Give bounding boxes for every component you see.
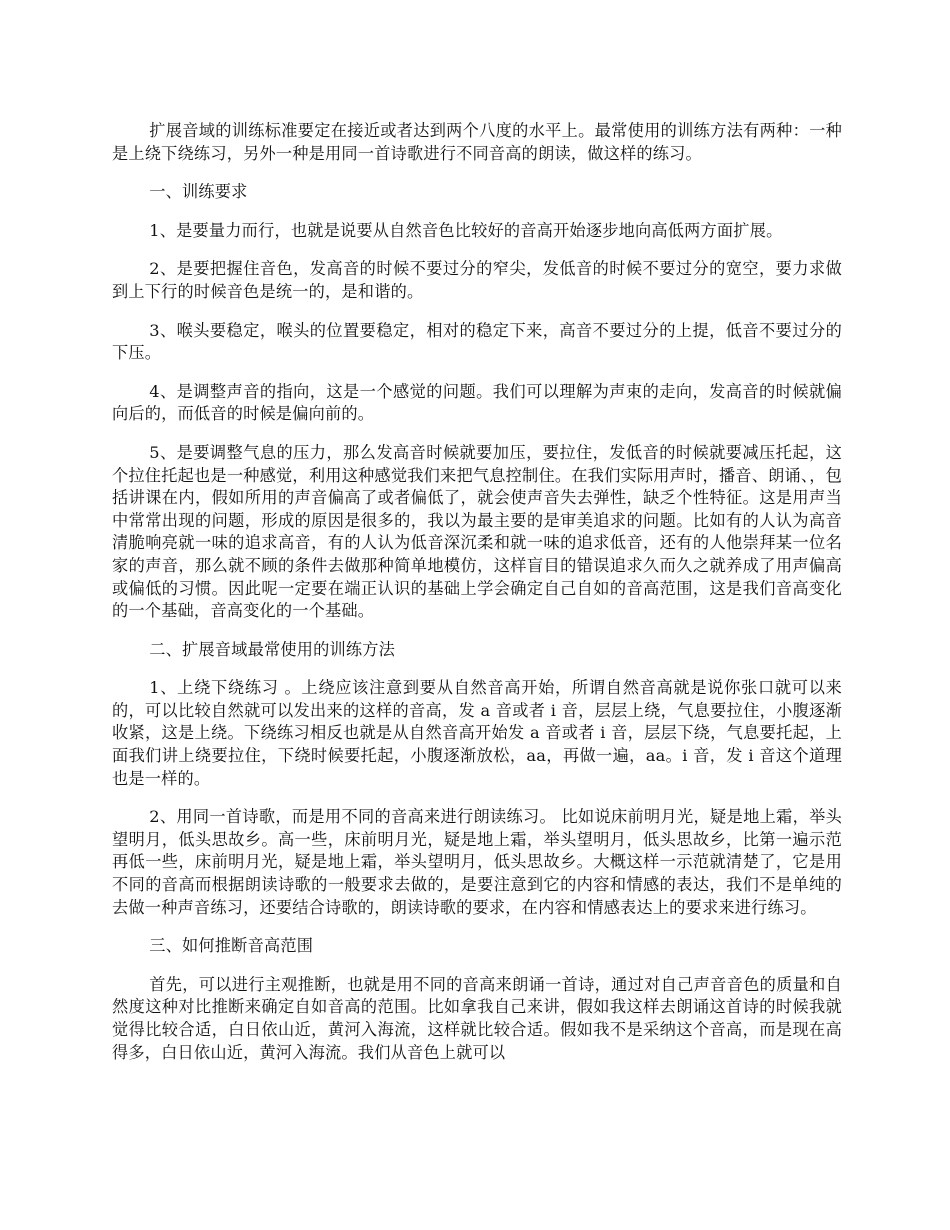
method-2-paragraph: 2、用同一首诗歌，而是用不同的音高来进行朗读练习。 比如说床前明月光，疑是地上霜，举头望明月，低头思故乡。高一些，床前明月光，疑是地上霜，举头望明月，低头思故乡，比第一遍示范再低一些，床前明月光，疑是地上霜，举头望明月，低头思故乡。大概这样一示范就清楚了，它是用不同的音高而根据朗读诗歌的一般要求去做的，是要注意到它的内容和情感的表达，我们不是单纯的去做一种声音练习，还要结合诗歌的，朗读诗歌的要求，在内容和情感表达上的要求来进行练习。 — [112, 807, 842, 917]
section-heading-pitch-range: 三、如何推断音高范围 — [149, 936, 314, 956]
section-heading-training-methods: 二、扩展音域最常使用的训练方法 — [149, 639, 396, 659]
pitch-range-paragraph: 首先，可以进行主观推断，也就是用不同的音高来朗诵一首诗，通过对自己声音音色的质量和自然度这种对比推断来确定自如音高的范围。比如拿我自己来讲，假如我这样去朗诵这首诗的时候我就觉得比较合适，白日依山近，黄河入海流，这样就比较合适。假如我不是采纳这个音高，而是现在高得多，白日依山近，黄河入海流。我们从音色上就可以 — [112, 974, 842, 1062]
method-1-paragraph: 1、上绕下绕练习 。上绕应该注意到要从自然音高开始，所谓自然音高就是说你张口就可以来的，可以比较自然就可以发出来的这样的音高，发 a 音或者 i 音，层层上绕，气息要拉住，小腹逐渐收紧，这是上绕。下绕练习相反也就是从自然音高开始发 a 音或者 i 音，层层下绕，气息要托起，上面我们讲上绕要拉住，下绕时候要托起，小腹逐渐放松，aa，再做一遍，aa。i 音，发 i 音这个道理也是一样的。 — [112, 678, 842, 788]
requirement-4-paragraph: 4、是调整声音的指向，这是一个感觉的问题。我们可以理解为声束的走向，发高音的时候就偏向后的，而低音的时候是偏向前的。 — [112, 381, 842, 424]
document-page — [112, 120, 842, 1080]
intro-paragraph: 扩展音域的训练标准要定在接近或者达到两个八度的水平上。最常使用的训练方法有两种：一种是上绕下绕练习，另外一种是用同一首诗歌进行不同音高的朗读，做这样的练习。 — [112, 121, 842, 163]
requirement-5-paragraph: 5、是要调整气息的压力，那么发高音时候就要加压，要拉住，发低音的时候就要减压托起，这个拉住托起也是一种感觉，利用这种感觉我们来把气息控制住。在我们实际用声时，播音、朗诵、，包括讲课在内，假如所用的声音偏高了或者偏低了，就会使声音失去弹性，缺乏个性特征。这是用声当中常常出现的问题，形成的原因是很多的，我以为最主要的是审美追求的问题。比如有的人认为高音清脆响亮就一味的追求高音，有的人认为低音深沉柔和就一味的追求低音，还有的人他崇拜某一位名家的声音，那么就不顾的条件去做那种简单地模仿，这样盲目的错误追求久而久之就养成了用声偏高或偏低的习惯。因此呢一定要在端正认识的基础上学会确定自己自如的音高范围，这是我们音高变化的一个基础，音高变化的一个基础。 — [112, 442, 842, 621]
section-heading-training-requirements: 一、训练要求 — [149, 182, 248, 202]
requirement-1-paragraph: 1、是要量力而行，也就是说要从自然音色比较好的音高开始逐步地向高低两方面扩展。 — [149, 220, 783, 240]
requirement-3-paragraph: 3、喉头要稳定，喉头的位置要稳定，相对的稳定下来，高音不要过分的上提，低音不要过分的下压。 — [112, 320, 842, 363]
requirement-2-paragraph: 2、是要把握住音色，发高音的时候不要过分的窄尖，发低音的时候不要过分的宽空，要力求做到上下行的时候音色是统一的，是和谐的。 — [112, 259, 842, 301]
